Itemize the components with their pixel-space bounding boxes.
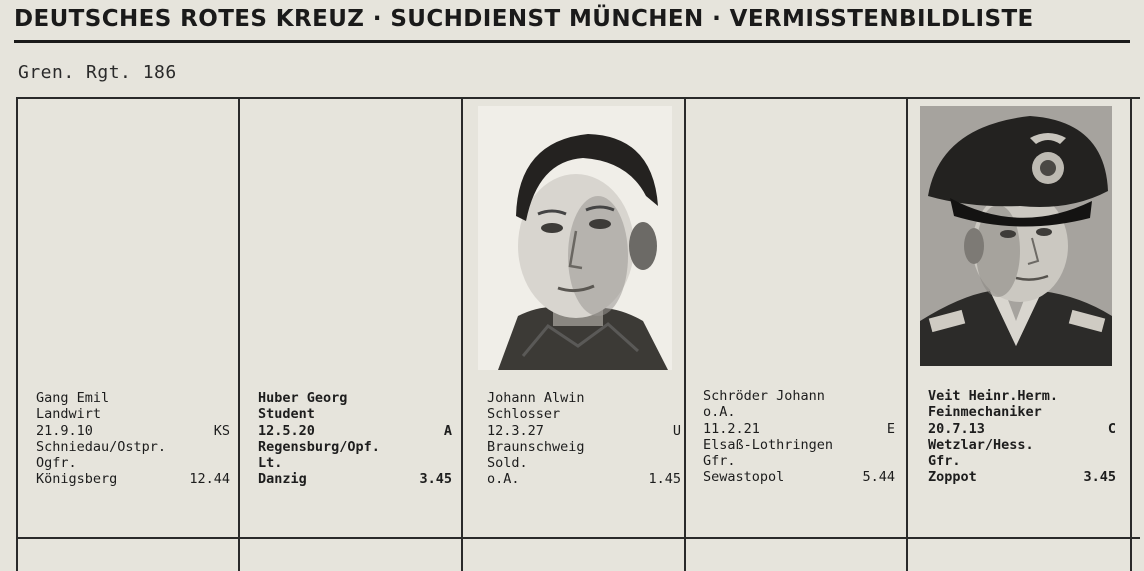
person-birth-date: 12.5.20: [258, 422, 315, 439]
person-card-1: [36, 390, 230, 488]
person-rank: Gfr.: [703, 453, 736, 470]
title-underline: [14, 40, 1130, 43]
person-occupation: Student: [258, 406, 315, 423]
person-birth-date: 21.9.10: [36, 422, 93, 439]
person-last-date: 5.44: [862, 469, 895, 486]
person-last-place: Königsberg: [36, 471, 118, 488]
person-birth-date: 12.3.27: [487, 422, 544, 439]
person-occupation: Schlosser: [487, 406, 561, 423]
person-birth-place: Schniedau/Ostpr.: [36, 438, 167, 455]
grid-column-divider: [906, 97, 908, 571]
person-rank: Sold.: [487, 455, 528, 472]
portrait-photo-veit: [920, 106, 1112, 366]
person-last-date: 1.45: [648, 471, 681, 488]
person-rank: Gfr.: [928, 453, 961, 470]
person-last-place: o.A.: [487, 471, 520, 488]
person-birth-place: Regensburg/Opf.: [258, 438, 380, 455]
person-birth-date: 20.7.13: [928, 420, 985, 437]
person-name: Huber Georg: [258, 390, 348, 406]
person-birth-place: Elsaß-Lothringen: [703, 436, 834, 453]
person-last-place: Zoppot: [928, 469, 977, 486]
person-name: Johann Alwin: [487, 390, 585, 406]
person-card-4: [703, 388, 895, 486]
person-code: KS: [213, 422, 230, 439]
page-title: DEUTSCHES ROTES KREUZ · SUCHDIENST MÜNCHEN · VERMISSTENBILDLISTE: [14, 6, 1034, 32]
person-code: E: [886, 420, 895, 437]
grid-column-divider: [1130, 97, 1132, 571]
person-code: U: [672, 422, 681, 439]
regiment-heading: Gren. Rgt. 186: [18, 62, 177, 83]
person-name: Gang Emil: [36, 390, 110, 406]
person-name: Schröder Johann: [703, 388, 825, 404]
person-occupation: Landwirt: [36, 406, 102, 423]
portrait-image: [920, 106, 1112, 366]
grid-top-line: [16, 97, 1140, 99]
grid-row-divider: [16, 537, 1140, 539]
person-name: Veit Heinr.Herm.: [928, 388, 1059, 404]
person-birth-date: 11.2.21: [703, 420, 760, 437]
portrait-photo-johann-alwin: [478, 106, 672, 370]
person-occupation: o.A.: [703, 404, 736, 421]
person-birth-place: Wetzlar/Hess.: [928, 436, 1034, 453]
person-last-date: 3.45: [1083, 469, 1116, 486]
person-last-place: Danzig: [258, 471, 307, 488]
person-rank: Ogfr.: [36, 455, 77, 472]
grid-column-divider: [684, 97, 686, 571]
grid-column-divider: [461, 97, 463, 571]
person-card-2: [258, 390, 452, 488]
person-code: A: [443, 422, 452, 439]
person-last-date: 3.45: [419, 471, 452, 488]
person-last-date: 12.44: [189, 471, 230, 488]
person-birth-place: Braunschweig: [487, 438, 585, 455]
person-rank: Lt.: [258, 455, 283, 472]
grid-column-divider: [16, 97, 18, 571]
grid-column-divider: [238, 97, 240, 571]
person-code: C: [1107, 420, 1116, 437]
person-occupation: Feinmechaniker: [928, 404, 1042, 421]
portrait-image: [478, 106, 672, 370]
person-card-3: [487, 390, 681, 488]
person-card-5: [928, 388, 1116, 486]
person-last-place: Sewastopol: [703, 469, 785, 486]
